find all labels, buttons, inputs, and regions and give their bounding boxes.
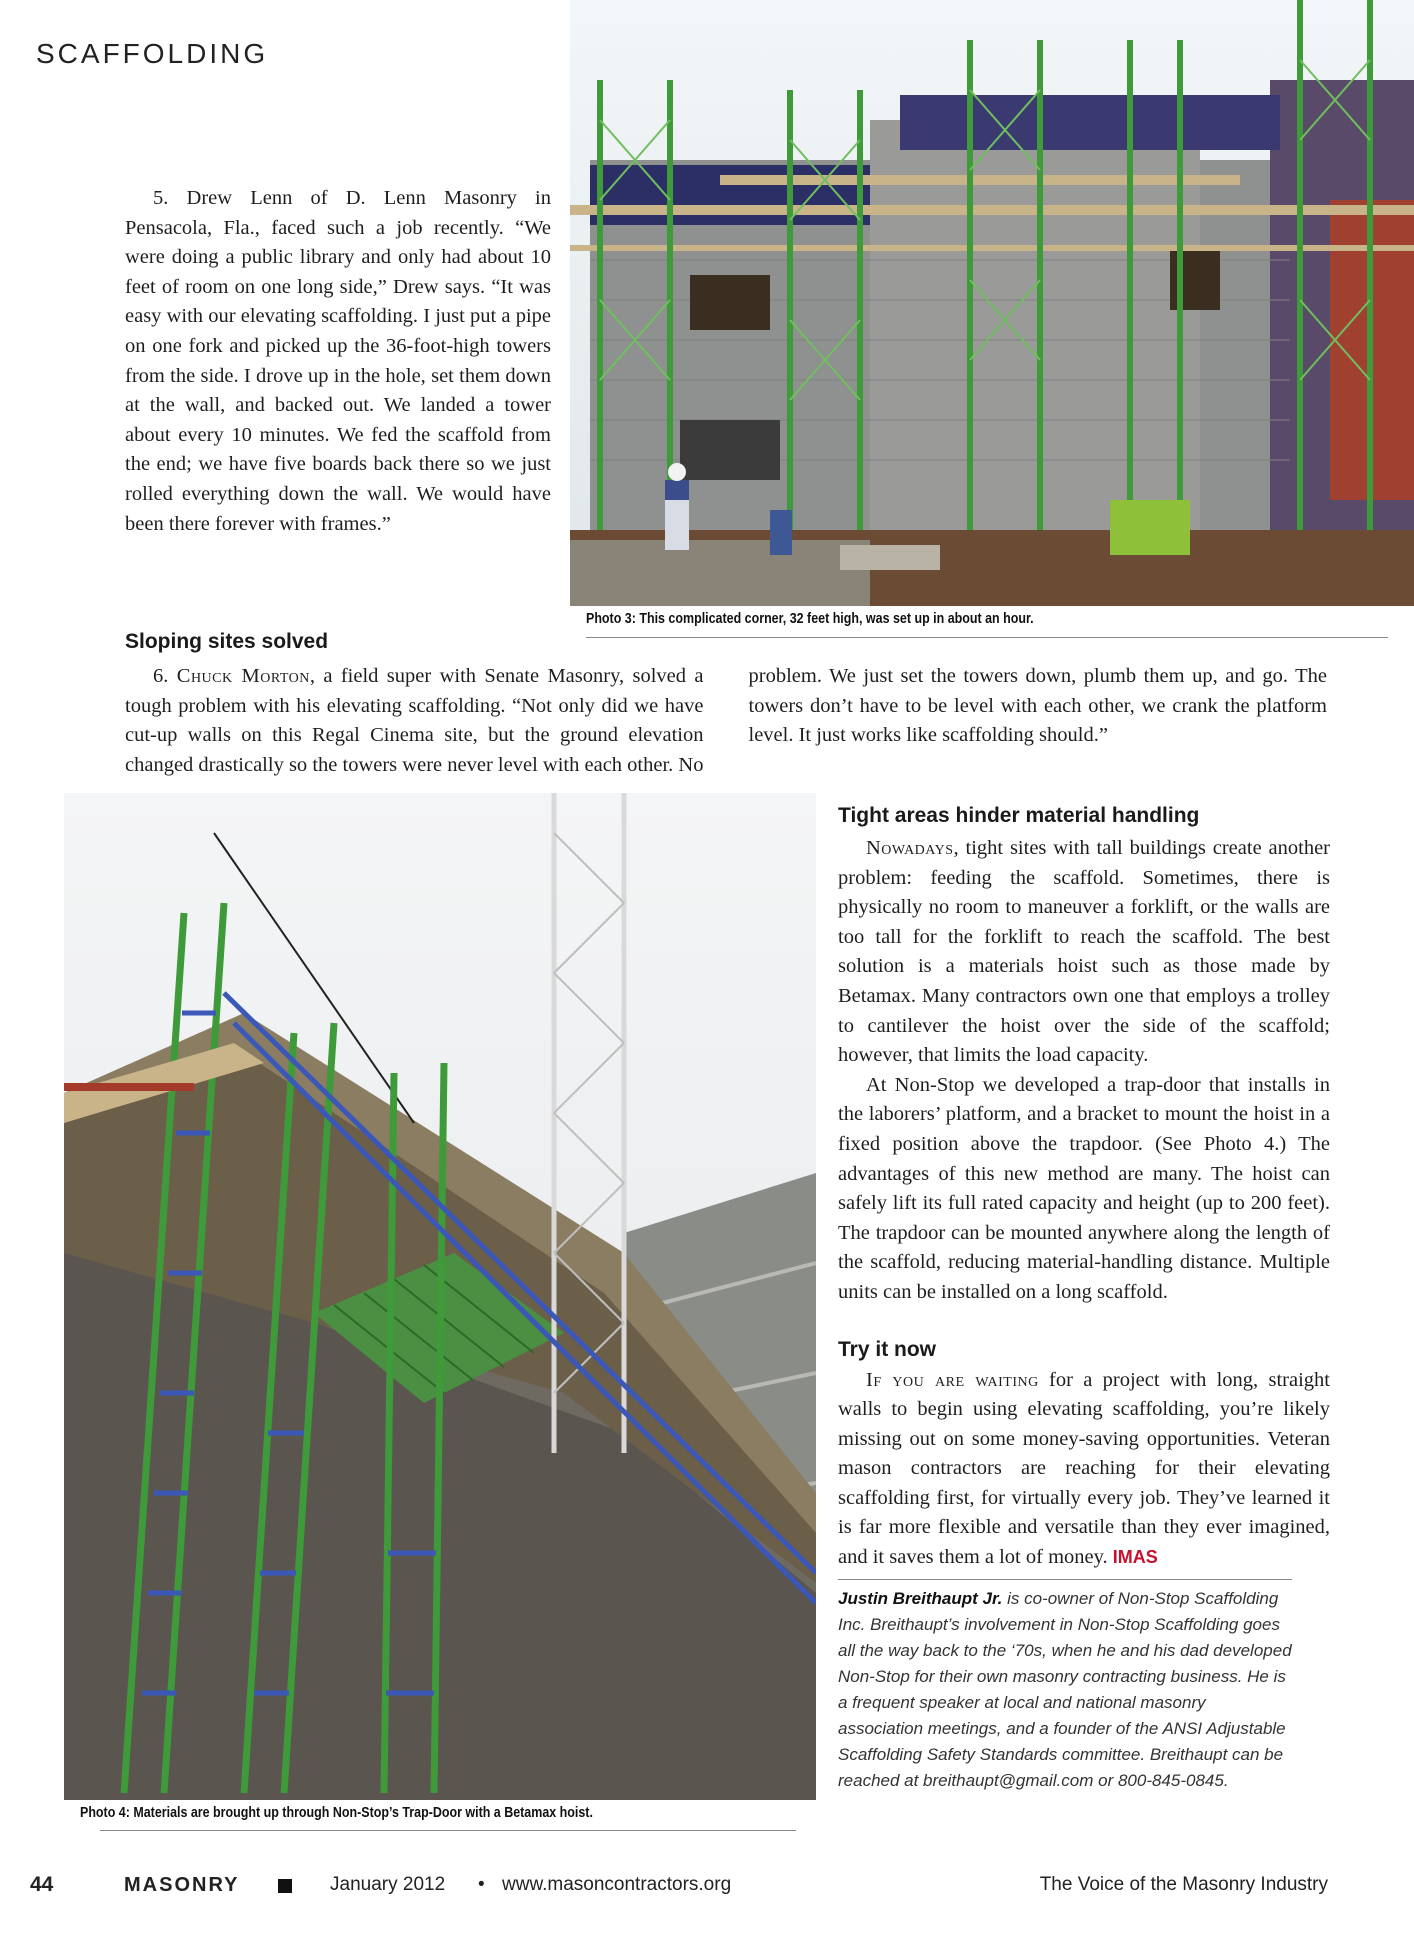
try-lead-words: If you are waiting: [866, 1368, 1039, 1391]
footer-magazine: MASONRY: [124, 1874, 240, 1896]
photo-3: [570, 0, 1414, 606]
paragraph-5-text: 5. Drew Lenn of D. Lenn Masonry in Pensacola, Fla., faced such a job recently. “We were doing a public library and only had about 10 feet of room on one long side,” Drew says. “It was easy with our elevating scaffolding. I just put a pipe on one fork and picked up the 36-foot-high towers from the side. I drove up in the hole, set them down at the wall, and backed out. We landed a tower about every 10 minutes. We fed the scaffold from the end; we have five boards back there so we just rolled everything down the wall. We would have been there forever with frames.”: [125, 187, 551, 535]
sloping-lead-number: 6.: [153, 665, 177, 687]
photo-4-caption: Photo 4: Materials are brought up through Non-Stop’s Trap-Door with a Betamax hoist.: [80, 1805, 593, 1821]
photo-4-image: [64, 793, 816, 1800]
tight-areas-text: [838, 834, 1330, 1308]
tight-para-2: At Non-Stop we developed a trap-door that installs in the laborers’ platform, and a bracket to mount the hoist in a fixed position above the trapdoor. (See Photo 4.) The advantages of this new method are many. The hoist can safely lift its full rated capacity and height (up to 200 feet). The trapdoor can be mounted anywhere along the length of the scaffold, reducing material-handling distance. Multiple units can be installed on a long scaffold.: [838, 1073, 1330, 1303]
sloping-sites-text: [125, 662, 1327, 784]
bio-rule: [838, 1579, 1292, 1580]
heading-tight-areas: Tight areas hinder material handling: [838, 804, 1200, 827]
paragraph-5: [125, 184, 551, 539]
try-body: for a project with long, straight walls to begin using elevating scaffolding, you’re likely missing out on some money-saving opportunities. Veteran mason contractors are reaching for their elevating scaffolding first, for virtually every job. They’ve learned it is far more flexible and versatile than they ever imagined, and it saves them a lot of money.: [838, 1368, 1330, 1569]
photo-3-image: [570, 0, 1414, 606]
section-label: SCAFFOLDING: [36, 38, 269, 69]
end-mark: IMAS: [1112, 1547, 1158, 1568]
sloping-body: , a field super with Senate Masonry, solved a tough problem with his elevating scaffolding. “Not only did we have cut-up walls on this Regal Cinema site, but the ground elevation changed drastically so the towers were never level with each other. No problem. We just set the towers down, plumb them up, and go. The towers don’t have to be level with each other, we crank the platform level. It just works like scaffolding should.”: [125, 665, 1327, 776]
right-column: [838, 804, 1330, 1794]
photo-4: [64, 793, 816, 1800]
footer-tagline: The Voice of the Masonry Industry: [1039, 1874, 1328, 1895]
footer-bullet: •: [478, 1874, 485, 1895]
tight-lead-word: Nowadays: [866, 837, 954, 859]
photo-4-caption-rule: [100, 1830, 796, 1831]
author-bio-text: is co-owner of Non-Stop Scaffolding Inc. Breithaupt’s involvement in Non-Stop Scaffolding goes all the way back to the ‘70s, when he and his dad developed Non-Stop for their own masonry contracting business. He is a frequent speaker at local and national masonry association meetings, and a founder of the ANSI Adjustable Scaffolding Safety Standards committee. Breithaupt can be reached at breithaupt@gmail.com or 800-845-0845.: [838, 1588, 1292, 1790]
footer-website: www.masoncontractors.org: [502, 1874, 732, 1895]
tight-para-1: , tight sites with tall buildings create another problem: feeding the scaffold. Sometimes, there is physically no room to maneuver a forklift, or the walls are too tall for the forklift to reach the scaffold. The best solution is a materials hoist such as those made by Betamax. Many contractors own one that employs a trolley to cantilever the hoist over the side of the scaffold; however, that limits the load capacity.: [838, 837, 1330, 1067]
author-name: Justin Breithaupt Jr.: [838, 1588, 1003, 1608]
photo-3-caption-rule: [586, 637, 1388, 638]
sloping-lead-name: Chuck Morton: [176, 665, 310, 687]
footer-page-number: 44: [30, 1873, 54, 1896]
heading-try-it-now: Try it now: [838, 1337, 937, 1361]
footer-issue: January 2012: [330, 1874, 446, 1895]
heading-sloping-sites: Sloping sites solved: [125, 630, 329, 653]
photo-3-caption: Photo 3: This complicated corner, 32 feet high, was set up in about an hour.: [586, 611, 1034, 627]
footer-square-icon: [278, 1879, 292, 1893]
author-bio: [838, 1586, 1292, 1794]
try-it-now-text: [838, 1366, 1330, 1573]
